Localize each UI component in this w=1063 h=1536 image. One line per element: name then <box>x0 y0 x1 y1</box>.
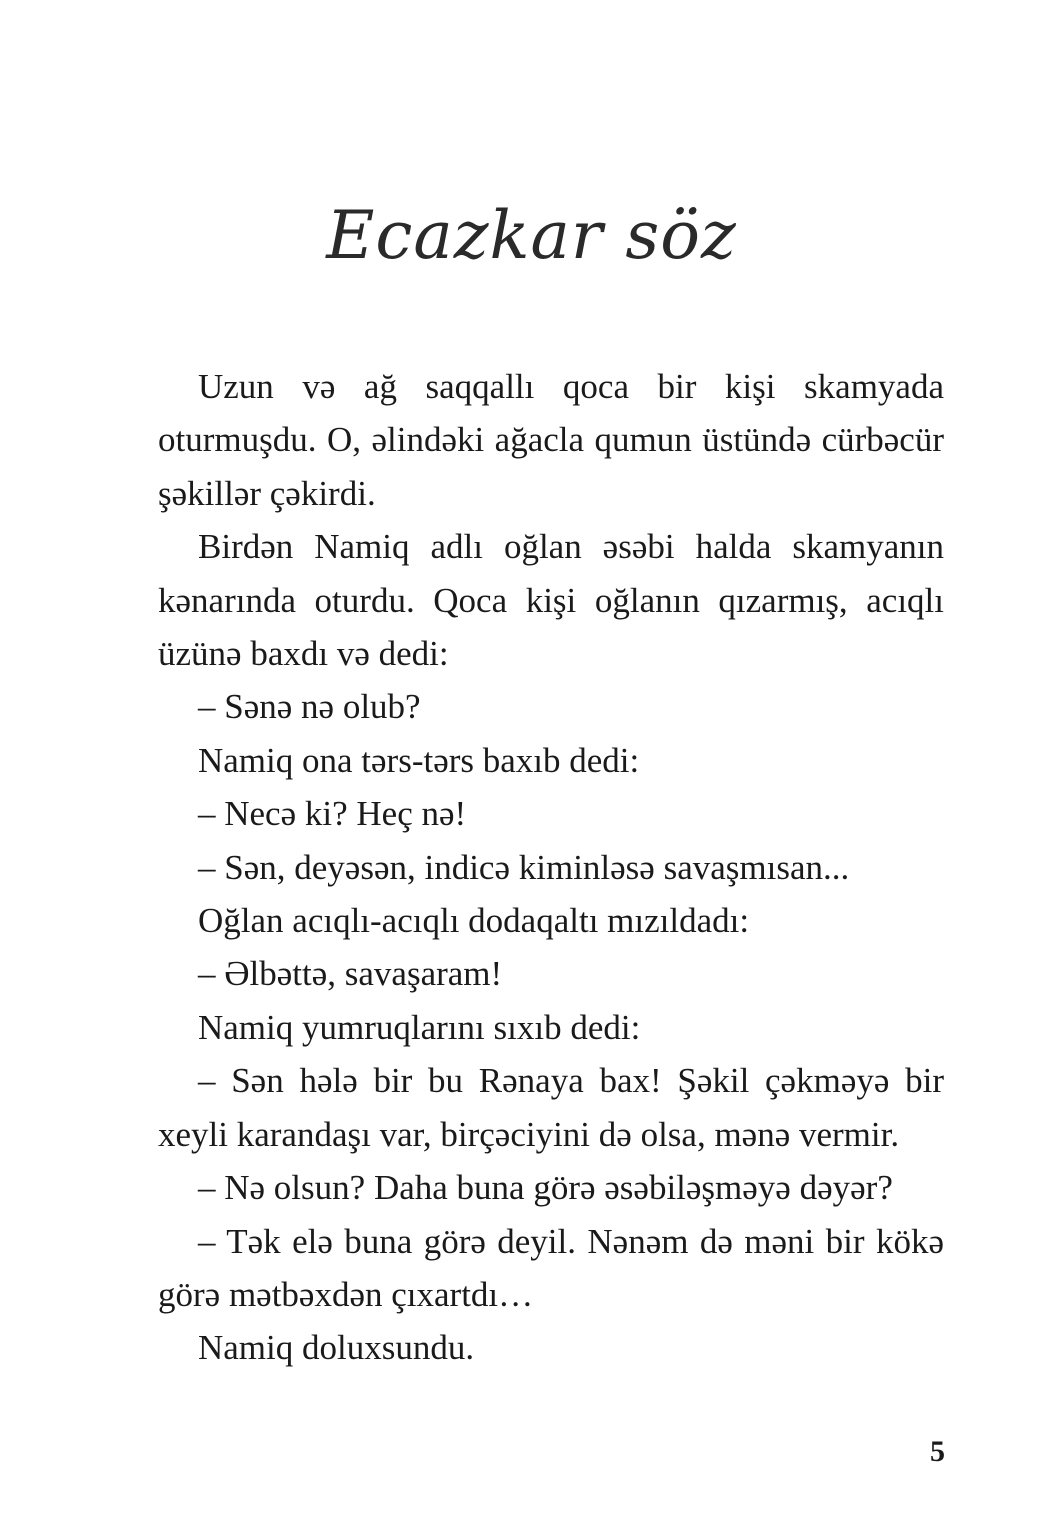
page-number: 5 <box>930 1435 945 1468</box>
dialogue-line: – Tək elə buna görə deyil. Nənəm də məni bir kökə görə mətbəxdən çıxartdı… <box>158 1221 944 1314</box>
paragraph: Birdən Namiq adlı oğlan əsəbi halda skamyanın kənarında oturdu. Qoca kişi oğlanın qızarmış, acıqlı üzünə baxdı və dedi: <box>158 527 944 674</box>
paragraph: Uzun və ağ saqqallı qoca bir kişi skamyada oturmuşdu. O, əlindəki ağacla qumun üstündə cürbəcür şəkillər çəkirdi. <box>158 367 944 513</box>
paragraph: Namiq ona tərs-tərs baxıb dedi: <box>198 740 640 780</box>
paragraph: Oğlan acıqlı-acıqlı dodaqaltı mızıldadı: <box>198 901 750 941</box>
dialogue-line: – Sən hələ bir bu Rənaya bax! Şəkil çəkməyə bir xeyli karandaşı var, birçəciyini də olsa, mənə vermir. <box>158 1061 944 1154</box>
dialogue-line: – Sənə nə olub? <box>198 687 421 727</box>
paragraph: Namiq doluxsundu. <box>198 1328 475 1368</box>
dialogue-line: – Əlbəttə, savaşaram! <box>198 954 503 994</box>
story-text <box>158 360 944 1375</box>
dialogue-line: – Sən, deyəsən, indicə kiminləsə savaşmısan... <box>198 847 850 887</box>
page-title: Ecazkar söz <box>326 197 737 274</box>
dialogue-line: – Nə olsun? Daha buna görə əsəbiləşməyə dəyər? <box>198 1168 893 1208</box>
dialogue-line: – Necə ki? Heç nə! <box>198 794 467 834</box>
paragraph: Namiq yumruqlarını sıxıb dedi: <box>198 1007 641 1047</box>
